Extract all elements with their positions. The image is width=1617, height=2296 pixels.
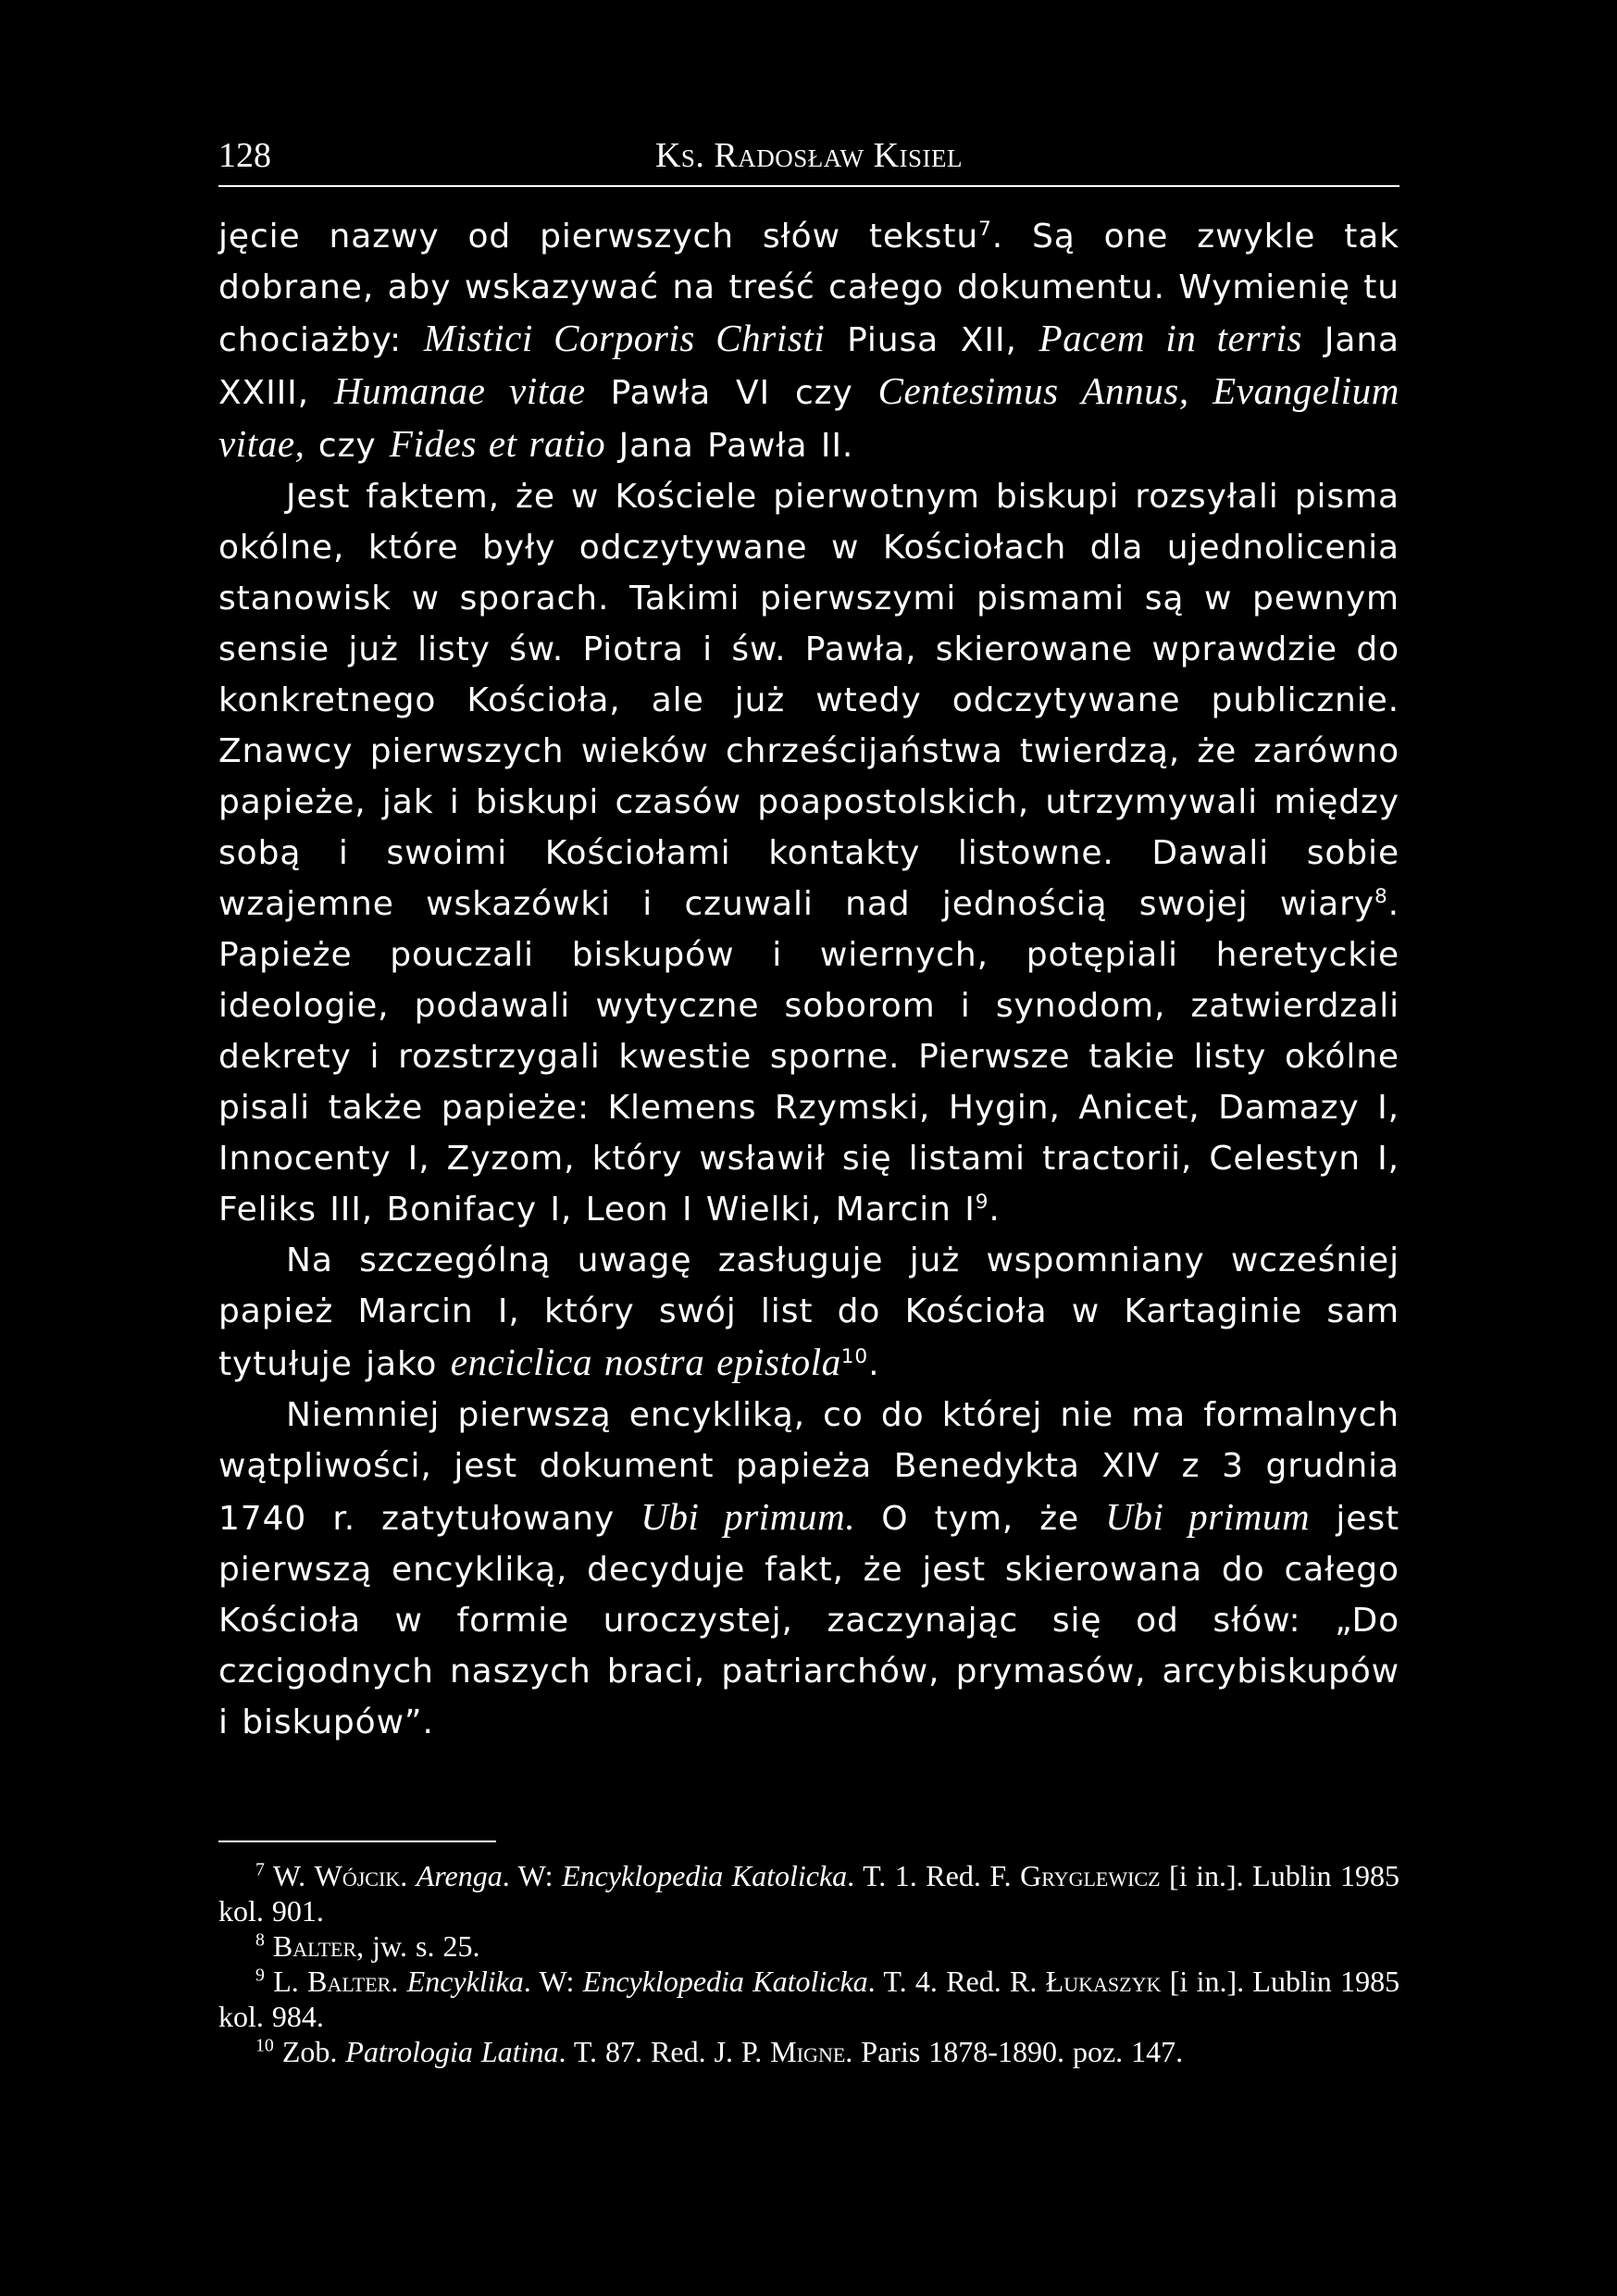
footnote-ref-7[interactable]: 7 [978,218,992,241]
footnote-separator [218,1841,496,1842]
body-text [218,211,1399,1748]
footnote-ref-9[interactable]: 9 [975,1191,989,1214]
title-ubi-primum: Ubi primum. [641,1495,856,1538]
paragraph-3: Na szczególną uwagę zasługuje już wspomniany wcześniej papież Marcin I, który swój list do Kościoła w Kartaginie sam tytułuje jako enciclica nostra epistola$^{10}$. [218,1242,1399,1383]
title-humanae-vitae: Humanae vitae [333,369,586,412]
header-rule [218,185,1399,187]
footnote-ref-8[interactable]: 8 [1374,885,1388,908]
paragraph-1: jęcie nazwy od pierwszych słów tekstu$^7$. Są one zwykle tak dobrane, aby wskazywać na treść całego dokumentu. Wymienię tu chociażby: Mistici Corporis Christi Piusa XII, Pacem in terris Jana XXIII, Humanae vitae Pawła VI czy Centesimus Annus, Evangelium vitae, czy Fides et ratio Jana Pawła II. [218,218,1399,465]
page-number: 128 [218,136,271,175]
title-mistici-corporis: Mistici Corporis Christi [423,317,826,359]
footnote-8: $^8$ Balter, jw. s. 25. [255,1929,480,1963]
title-pacem-in-terris: Pacem in terris [1039,317,1303,359]
paragraph-2: Jest faktem, że w Kościele pierwotnym biskupi rozsyłali pisma okólne, które były odczytywane w Kościołach dla ujednolicenia stanowisk w sporach. Takimi pierwszymi pismami są w pewnym sensie już listy św. Piotra i św. Pawła, skierowane wprawdzie do konkretnego Kościoła, ale już wtedy odczytywane publicznie. Znawcy pierwszych wieków chrześcijaństwa twierdzą, że zarówno papieże, jak i biskupi czasów poapostolskich, utrzymywali między sobą i swoimi Kościołami kontakty listowne. Dawali sobie wzajemne wskazówki i czuwali nad jednością swojej wiary$^8$. Papieże pouczali biskupów i wiernych, potępiali heretyckie ideologie, podawali wytyczne soborom i synodom, zatwierdzali dekrety i rozstrzygali kwestie sporne. Pierwsze takie listy okólne pisali także papieże: Klemens Rzymski, Hygin, Anicet, Damazy I, Innocenty I, Zyzom, który wsławił się listami tractorii, Celestyn I, Feliks III, Bonifacy I, Leon I Wielki, Marcin $I^9$. [218,478,1399,1229]
footnote-9: $^9$ L. Balter. Encyklika. W: Encyklopedia Katolicka. T. 4. Red. R. Łukaszyk [i in.]. Lublin 1985 kol. 984. [218,1965,1400,2033]
footnotes [218,1858,1399,2069]
running-head: Ks. Radosław Kisiel [654,136,964,175]
paragraph-4: Niemniej pierwszą encykliką, co do której nie ma formalnych wątpliwości, jest dokument papieża Benedykta XIV z 3 grudnia 1740 r. zatytułowany Ubi primum. O tym, że Ubi primum jest pierwszą encykliką, decyduje fakt, że jest skierowana do całego Kościoła w formie uroczystej, zaczynając się od słów: „Do czcigodnych naszych braci, patriarchów, prymasów, arcybiskupów i biskupów”. [218,1396,1399,1741]
quote-enciclica-nostra-epistola: enciclica nostra epistola [450,1341,841,1383]
title-ubi-primum-2: Ubi primum [1105,1495,1311,1538]
footnote-ref-10[interactable]: 10 [840,1345,869,1368]
page-header [218,128,1399,183]
title-fides-et-ratio: Fides et ratio [389,422,606,465]
title-centesimus-annus: Centesimus Annus, Evangelium vitae, [218,369,1399,465]
footnote-7: $^7$ W. Wójcik. Arenga. W: Encyklopedia Katolicka. T. 1. Red. F. Gryglewicz [i in.]. Lublin 1985 kol. 901. [218,1859,1400,1928]
footnote-10: $^{10}$ Zob. Patrologia Latina. T. 87. Red. J. P. Migne. Paris 1878-1890. poz. 147. [255,2035,1184,2068]
document-page [218,0,1399,2296]
